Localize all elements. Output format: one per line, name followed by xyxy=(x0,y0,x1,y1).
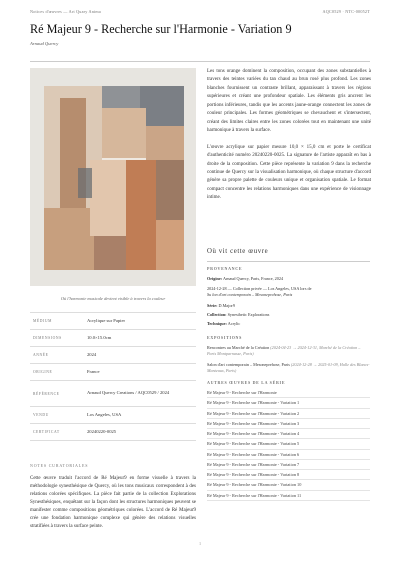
origin-value: Arnaud Quercy, Paris, France, 2024 xyxy=(222,276,284,281)
artwork-image[interactable] xyxy=(30,68,196,286)
exhibition-details: (2024-04-23 → 2024-12-31, Marché de la Création – Paris Montparnasse, Paris) xyxy=(207,345,361,356)
metadata-value: France xyxy=(84,364,196,381)
other-work-link[interactable]: Ré Majeur 9 - Recherche sur l'Harmonie - Variation 5 xyxy=(207,439,370,449)
technique-label: Technique: xyxy=(207,321,227,326)
description-paragraph: Les tons orange dominent la composition, occupant des zones substantielles à travers des teintes variées du tan chaud au brun rosé plus profond. Les zones blanches fournissent un contraste brillant, apparaissant à travers les régions supérieures et créant une profondeur spatiale. Les éléments gris ancrent les portions inférieures, tandis que les accents jaune-orange connectent les zones de couleur principales. Les formes géométriques se chevauchent et s'intersectent, créant des limites claires entre les zones colorées tout en maintenant une unité harmonique à travers la surface. xyxy=(207,69,371,134)
metadata-row xyxy=(30,330,196,347)
metadata-value: Acrylique sur Papier xyxy=(84,313,196,330)
metadata-label: CERTIFICAT xyxy=(30,424,84,441)
metadata-label: MÉDIUM xyxy=(30,313,84,330)
collection-event: Su lon d'art contemporain – Mesoneprehose, Paris xyxy=(207,292,293,297)
provenance-serie xyxy=(207,303,370,309)
provenance-collection xyxy=(207,286,370,298)
exhibition-name: Rencontres au Marché de la Création xyxy=(207,345,270,350)
metadata-value: 10.0×15.0cm xyxy=(84,330,196,347)
other-work-link[interactable]: Ré Majeur 9 - Recherche sur l'Harmonie - Variation 4 xyxy=(207,429,370,439)
exhibition-details: (2024-12-28 → 2025-01-09, Halle des Blancs-Manteaux, Paris) xyxy=(207,362,370,373)
metadata-label: ORIGINE xyxy=(30,364,84,381)
where-divider xyxy=(207,261,370,262)
other-work-link[interactable]: Ré Majeur 9 - Recherche sur l'Harmonie - Variation 3 xyxy=(207,419,370,429)
metadata-row xyxy=(30,407,196,424)
metadata-value: Los Angeles, USA xyxy=(84,407,196,424)
provenance-collection-name xyxy=(207,312,370,318)
metadata-label: VENDU xyxy=(30,407,84,424)
technique-value: Acrylic xyxy=(227,321,241,326)
origin-label: Origine: xyxy=(207,276,223,281)
title-divider xyxy=(30,61,370,62)
metadata-label: ANNÉE xyxy=(30,347,84,364)
metadata-row xyxy=(30,424,196,441)
metadata-label: DIMENSIONS xyxy=(30,330,84,347)
other-work-link[interactable]: Ré Majeur 9 - Recherche sur l'Harmonie - Variation 1 xyxy=(207,398,370,408)
collection-dates: 2024-12-28 — Collection privée — Los Angeles, USA lors de xyxy=(207,286,312,291)
artwork-painting xyxy=(30,68,196,286)
notes-text: Cette œuvre traduit l'accord de Ré Majeur9 en forme visuelle à travers la méthodologie synesthésique de Quercy, où les tons musicaux correspondent à des relations colorées spécifiques. La pièce fait partie de la collection Explorations Synesthésiques, enquêtant sur la façon dont les structures harmoniques peuvent se manifester comme compositions géométriques colorées. L'accord de Ré Majeur9 crée une fondation harmonique complexe qui génère des relations visuelles stratifiées à travers la surface peinte. xyxy=(30,476,196,530)
page-number: 1 xyxy=(198,541,202,546)
metadata-value: Arnaud Quercy Creations / AQC0529 / 2024 xyxy=(84,381,196,407)
other-works-heading: AUTRES ŒUVRES DE LA SÉRIE xyxy=(207,380,286,385)
artist-name[interactable]: Arnaud Quercy xyxy=(30,41,59,46)
metadata-table xyxy=(30,312,196,441)
collection-value: Synesthetic Explorations xyxy=(227,312,270,317)
other-work-link[interactable]: Ré Majeur 9 - Recherche sur l'Harmonie - Variation 10 xyxy=(207,480,370,490)
metadata-row xyxy=(30,364,196,381)
expositions-heading: EXPOSITIONS xyxy=(207,335,243,340)
serie-value: D.Major9 xyxy=(218,303,235,308)
other-work-link[interactable]: Ré Majeur 9 - Recherche sur l'Harmonie xyxy=(207,388,370,398)
where-heading: Où vit cette œuvre xyxy=(207,248,269,255)
metadata-row xyxy=(30,313,196,330)
metadata-value: 2024 xyxy=(84,347,196,364)
metadata-label: RÉFÉRENCE xyxy=(30,381,84,407)
breadcrumb[interactable]: Notices d'œuvres — Art Quary Anima xyxy=(30,9,101,14)
provenance-origin xyxy=(207,276,370,282)
metadata-row xyxy=(30,347,196,364)
notes-heading: NOTES CURATORIALES xyxy=(30,463,89,468)
exhibition-item[interactable] xyxy=(207,362,370,374)
metadata-row xyxy=(30,381,196,407)
exhibition-item[interactable] xyxy=(207,345,370,357)
other-work-link[interactable]: Ré Majeur 9 - Recherche sur l'Harmonie - Variation 11 xyxy=(207,491,370,501)
description-paragraph: L'œuvre acrylique sur papier mesure 10,0 × 15,0 cm et porte le certificat d'authenticité numéro 20240220-0025. La signature de l'artiste apparaît en bas à droite de la composition. Cette pièce représente la variation 9 dans la recherche continue de Quercy sur la visualisation harmonique, où chaque structure d'accord génère sa propre palette de couleurs unique et organisation spatiale. Le format compact concentre les relations harmoniques dans une expérience de visionnage intime. xyxy=(207,144,371,201)
provenance-technique xyxy=(207,321,370,327)
other-works-list xyxy=(207,388,370,501)
artwork-description xyxy=(207,68,371,211)
artwork-caption: Où l'harmonie musicale devient visible à travers la couleur xyxy=(60,296,166,301)
metadata-value: 20240220-0025 xyxy=(84,424,196,441)
other-work-link[interactable]: Ré Majeur 9 - Recherche sur l'Harmonie - Variation 2 xyxy=(207,409,370,419)
other-work-link[interactable]: Ré Majeur 9 - Recherche sur l'Harmonie - Variation 7 xyxy=(207,460,370,470)
reference-code: AQC0529 · NTC-00052T xyxy=(322,9,370,14)
provenance-heading: PROVENANCE xyxy=(207,266,243,271)
top-bar xyxy=(30,9,370,14)
exhibition-name: Salon d'art contemporain – Mesoneprehose, Paris xyxy=(207,362,290,367)
other-work-link[interactable]: Ré Majeur 9 - Recherche sur l'Harmonie - Variation 6 xyxy=(207,450,370,460)
serie-label: Série: xyxy=(207,303,218,308)
other-work-link[interactable]: Ré Majeur 9 - Recherche sur l'Harmonie - Variation 8 xyxy=(207,470,370,480)
collection-label: Collection: xyxy=(207,312,227,317)
page-title: Ré Majeur 9 - Recherche sur l'Harmonie - Variation 9 xyxy=(30,22,292,36)
